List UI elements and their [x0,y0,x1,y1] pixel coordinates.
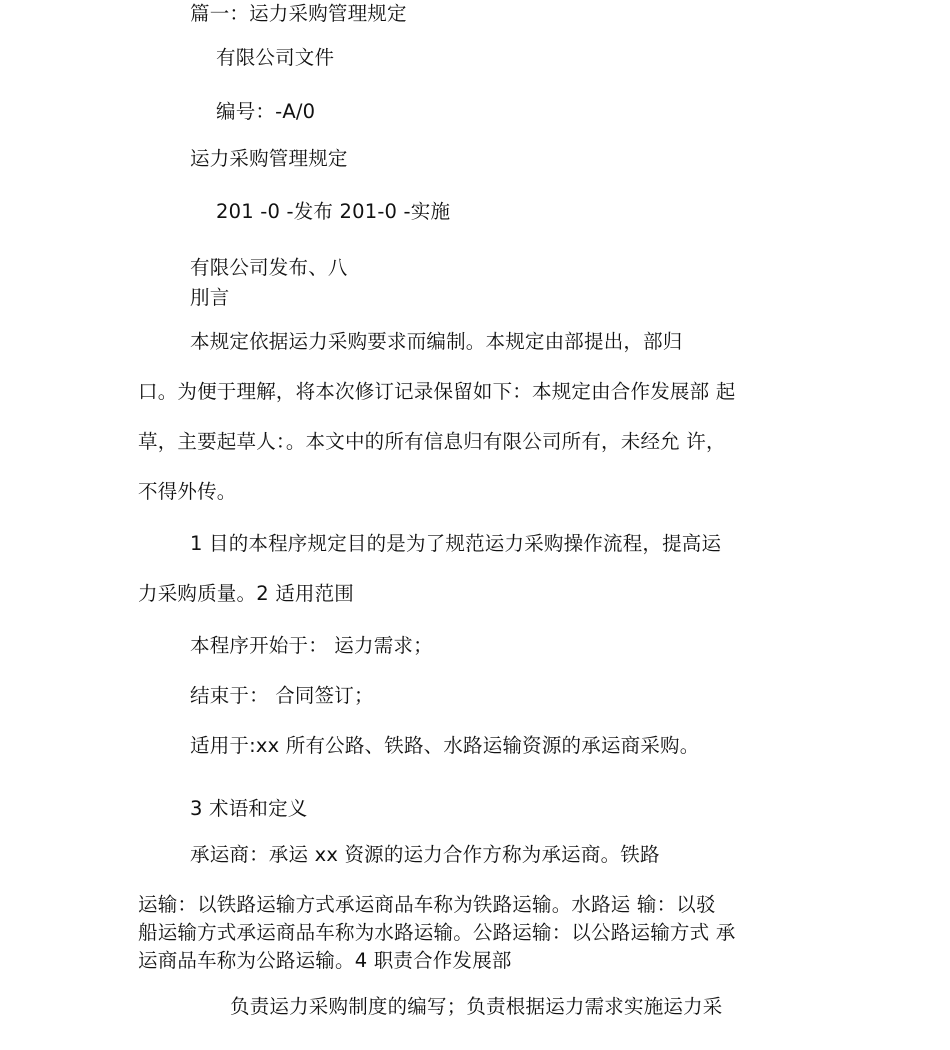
document-title: 运力采购管理规定 [190,147,348,170]
publisher-line: 有限公司发布、八 [190,256,348,279]
body-line: 本规定依据运力采购要求而编制。本规定由部提出，部归 [190,330,683,353]
publish-implement-dates: 201 -0 -发布 201-0 -实施 [216,200,451,223]
terms-heading: 3 术语和定义 [190,797,308,820]
body-line: 承运商：承运 xx 资源的运力合作方称为承运商。铁路 [190,843,660,866]
body-line: 运输：以铁路运输方式承运商品车称为铁路运输。水路运 输：以驳 [138,893,716,916]
body-line: 口。为便于理解，将本次修订记录保留如下：本规定由合作发展部 起 [138,380,736,403]
body-line: 草，主要起草人：。本文中的所有信息归有限公司所有，未经允 许， [138,430,726,453]
body-line: 1 目的本程序规定目的是为了规范运力采购操作流程，提高运 [190,532,722,555]
body-line: 运商品车称为公路运输。4 职责合作发展部 [138,949,512,972]
document-number: 编号：-A/0 [216,100,316,123]
body-line: 船运输方式承运商品车称为水路运输。公路运输：以公路运输方式 承 [138,921,736,944]
body-line: 适用于:xx 所有公路、铁路、水路运输资源的承运商采购。 [190,734,700,757]
body-line: 本程序开始于： 运力需求； [190,634,433,657]
company-file-label: 有限公司文件 [216,46,335,69]
body-line: 负责运力采购制度的编写；负责根据运力需求实施运力采 [230,995,723,1018]
body-line: 结束于： 合同签订； [190,684,374,707]
preface-heading: 刖言 [190,286,230,309]
body-line: 不得外传。 [138,480,237,503]
body-line: 力采购质量。2 适用范围 [138,582,355,605]
section-heading: 篇一：运力采购管理规定 [190,2,407,25]
